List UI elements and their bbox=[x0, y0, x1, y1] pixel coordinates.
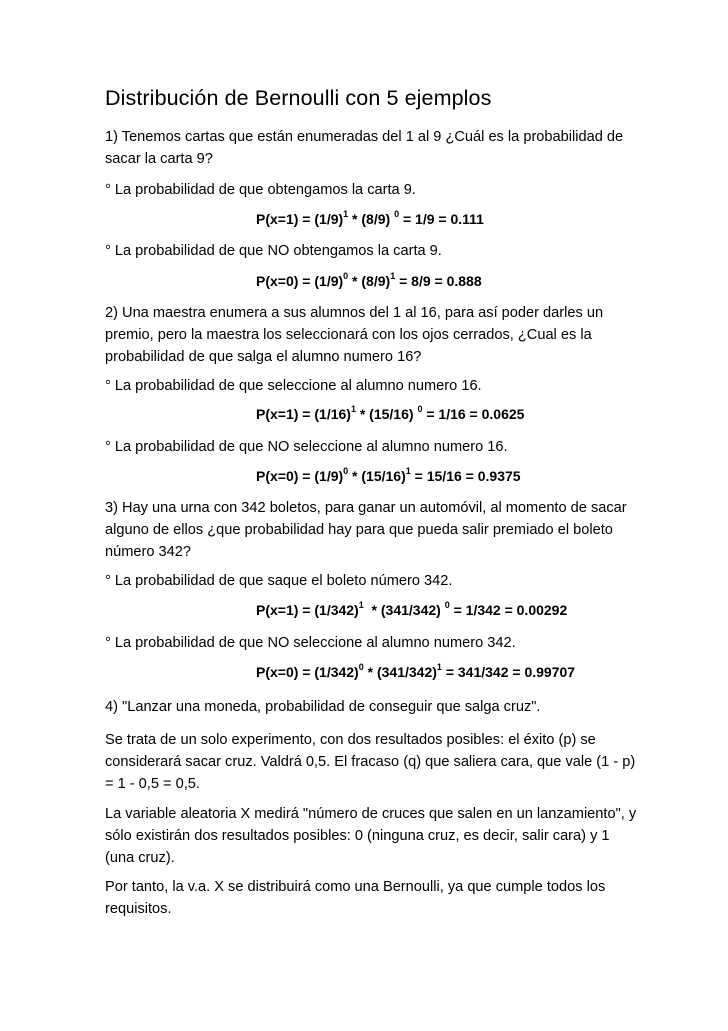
example-4-paragraph-2: La variable aleatoria X medirá "número de cruces que salen en un lanzamiento", y sólo existirán dos resultados posibles: 0 (ninguna cruz, es decir, salir cara) y 1 (una cruz). bbox=[105, 806, 637, 866]
example-3-formula-2: $P(x=0) = (1/342)^0 * (341/342)^1 = 341/342 = 0.99707$ bbox=[256, 662, 576, 680]
example-4-paragraph-1: Se trata de un solo experimento, con dos resultados posibles: el éxito (p) se considerará sacar cruz. Valdrá 0,5. El fracaso (q) que saliera cara, que vale (1 - p) = 1 - 0,5 = 0,5. bbox=[105, 732, 636, 792]
example-3-case-1: ° La probabilidad de que saque el boleto número 342. bbox=[105, 573, 453, 589]
example-1-case-1: ° La probabilidad de que obtengamos la carta 9. bbox=[105, 182, 416, 198]
example-2-formula-2: $P(x=0) = (1/9)^0 * (15/16)^1 = 15/16 = 0.9375$ bbox=[256, 466, 521, 484]
example-3-question: 3) Hay una urna con 342 boletos, para ganar un automóvil, al momento de sacar alguno de ellos ¿que probabilidad hay para que pueda salir premiado el boleto número 342? bbox=[105, 500, 627, 560]
example-2-formula-1: $P(x=1) = (1/16)^1 * (15/16) ^0 = 1/16 = 0.0625$ bbox=[256, 404, 525, 422]
example-4-question: 4) "Lanzar una moneda, probabilidad de conseguir que salga cruz". bbox=[105, 699, 541, 715]
example-1-question: 1) Tenemos cartas que están enumeradas del 1 al 9 ¿Cuál es la probabilidad de sacar la carta 9? bbox=[105, 129, 624, 167]
example-1-formula-2: $P(x=0) = (1/9)^0 * (8/9)^1 = 8/9 = 0.888$ bbox=[256, 271, 482, 289]
example-2-case-2: ° La probabilidad de que NO seleccione al alumno numero 16. bbox=[105, 439, 508, 455]
example-4-paragraph-3: Por tanto, la v.a. X se distribuirá como una Bernoulli, ya que cumple todos los requisitos. bbox=[105, 879, 606, 917]
example-1-case-2: ° La probabilidad de que NO obtengamos la carta 9. bbox=[105, 243, 442, 259]
example-3-case-2: ° La probabilidad de que NO seleccione al alumno numero 342. bbox=[105, 635, 516, 651]
example-3-formula-1: $P(x=1) = (1/342)^1 * (341/342) ^0 = 1/342 = 0.00292$ bbox=[256, 600, 568, 618]
example-2-case-1: ° La probabilidad de que seleccione al alumno numero 16. bbox=[105, 378, 482, 394]
example-1-formula-1: $P(x=1) = (1/9)^1 * (8/9) ^0 = 1/9 = 0.111$ bbox=[256, 209, 484, 227]
document-title: Distribución de Bernoulli con 5 ejemplos bbox=[105, 86, 492, 110]
example-2-question: 2) Una maestra enumera a sus alumnos del 1 al 16, para así poder darles un premio, pero la maestra los seleccionará con los ojos cerrados, ¿Cual es la probabilidad de que salga el alumno numero 16? bbox=[105, 305, 604, 365]
